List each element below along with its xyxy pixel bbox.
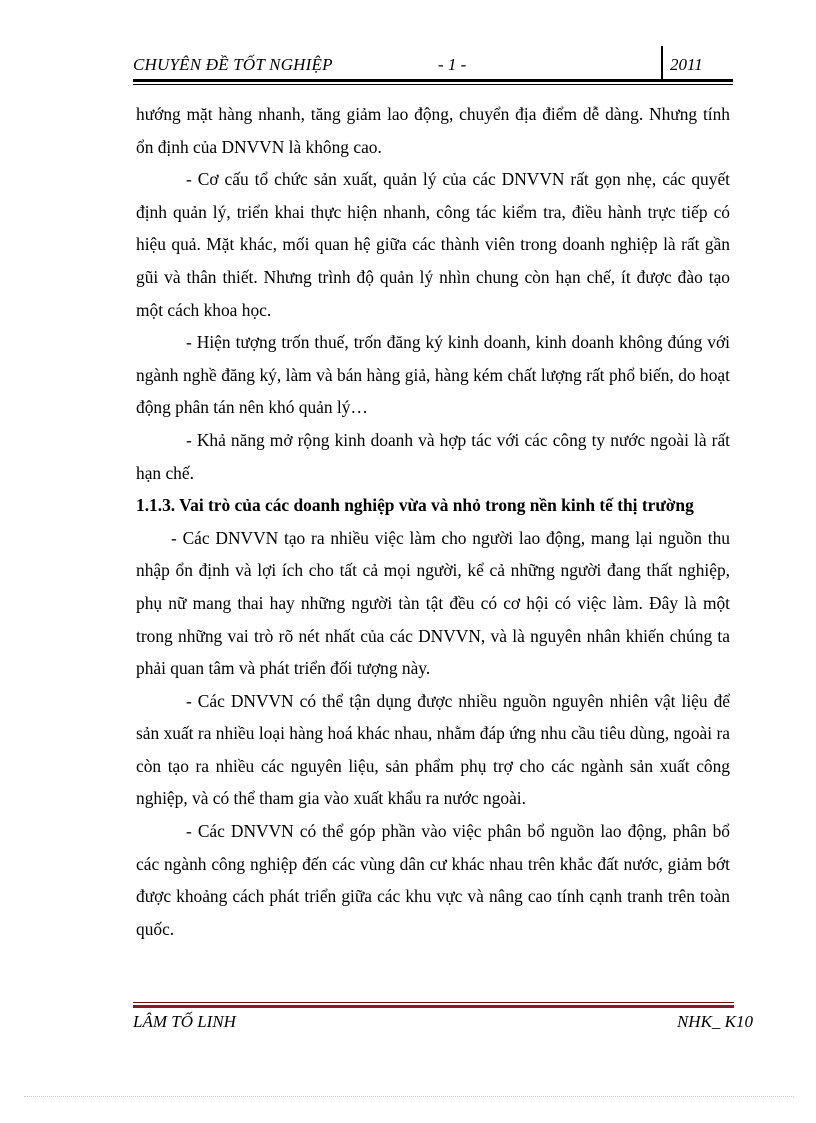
document-title: CHUYÊN ĐỀ TỐT NGHIỆP (133, 55, 333, 74)
footer-author: LÂM TỐ LINH (133, 1012, 236, 1031)
page-edge-divider (24, 1096, 794, 1097)
footer-class-code: NHK_ K10 (676, 1012, 753, 1031)
paragraph-tax-evasion: - Hiện tượng trốn thuế, trốn đăng ký kinh doanh, kinh doanh không đúng với ngành nghề đăng ký, làm và bán hàng giả, hàng kém chất lượng rất phổ biến, do hoạt động phân tán nên khó quản lý… (136, 332, 730, 418)
footer-rule-thin (133, 1002, 734, 1003)
section-heading: 1.1.3. Vai trò của các doanh nghiệp vừa và nhỏ trong nền kinh tế thị trường (136, 495, 694, 516)
page-header (133, 46, 733, 80)
page-body (136, 98, 730, 945)
footer-rule (133, 1005, 734, 1008)
paragraph-employment: - Các DNVVN tạo ra nhiều việc làm cho người lao động, mang lại nguồn thu nhập ổn định và lợi ích cho tất cả mọi người, kể cả những người đang thất nghiệp, phụ nữ mang thai hay những người tàn tật đều có cơ hội có việc làm. Đây là một trong những vai trò rõ nét nhất của các DNVVN, và là nguyên nhân khiến chúng ta phải quan tâm và phát triển đối tượng này. (136, 527, 730, 679)
page-number: - 1 - (438, 55, 467, 74)
paragraph-org-structure: - Cơ cấu tổ chức sản xuất, quản lý của các DNVVN rất gọn nhẹ, các quyết định quản lý, triển khai thực hiện nhanh, công tác kiểm tra, điều hành trực tiếp có hiệu quả. Mặt khác, mối quan hệ giữa các thành viên trong doanh nghiệp là rất gần gũi và thân thiết. Nhưng trình độ quản lý nhìn chung còn hạn chế, ít được đào tạo một cách khoa học. (136, 169, 730, 320)
paragraph-labor-allocation: - Các DNVVN có thể góp phần vào việc phân bổ nguồn lao động, phân bổ các ngành công nghiệp đến các vùng dân cư khác nhau trên khắc đất nước, giảm bớt được khoảng cách phát triển giữa các khu vực và nâng cao tính cạnh tranh trên toàn quốc. (136, 821, 730, 939)
header-divider (661, 46, 663, 80)
paragraph-continuation: hướng mặt hàng nhanh, tăng giảm lao động, chuyển địa điểm dễ dàng. Nhưng tính ổn định của DNVVN là không cao. (136, 104, 730, 157)
header-rule-thin (133, 84, 733, 85)
header-rule (133, 79, 733, 82)
document-year: 2011 (670, 55, 703, 74)
paragraph-resources: - Các DNVVN có thể tận dụng được nhiều nguồn nguyên nhiên vật liệu để sản xuất ra nhiều loại hàng hoá khác nhau, nhằm đáp ứng nhu cầu tiêu dùng, ngoài ra còn tạo ra nhiều các nguyên liệu, sản phẩm phụ trợ cho các ngành sản xuất công nghiệp, và có thể tham gia vào xuất khẩu ra nước ngoài. (136, 690, 730, 809)
paragraph-expansion: - Khả năng mở rộng kinh doanh và hợp tác với các công ty nước ngoài là rất hạn chế. (136, 429, 730, 483)
